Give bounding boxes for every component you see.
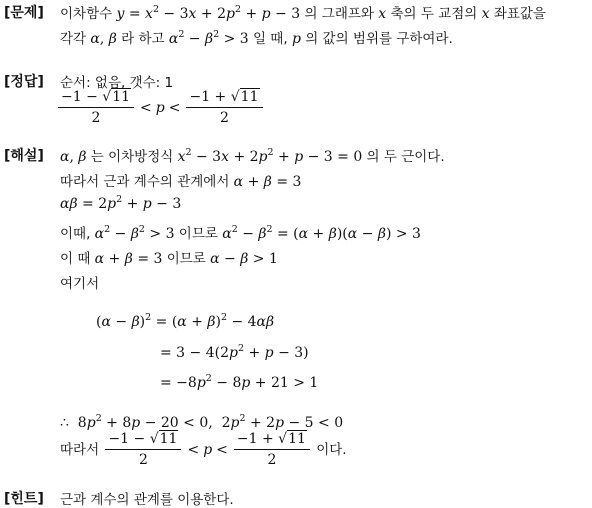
solution-line-4: 이때, $\alpha^2 - \beta^2 > 3$ 이므로 $\alpha^2 - \beta^2 = (\alpha + \beta)(\alpha - \beta) > 3$ [60, 224, 421, 242]
solution-label: [해설] [4, 148, 44, 164]
solution-line-5: 이 때 α + β = 3 이므로 α − β > 1 [60, 251, 278, 267]
answer-line-1: 순서: 없음, 갯수: 1 [60, 75, 174, 91]
hint-text: 근과 계수의 관계를 이용한다. [60, 492, 234, 508]
solution-line-1: α, β 는 이차방정식 $x^2 - 3x + 2p^2 + p - 3 = 0$ 의 두 근이다. [60, 147, 445, 165]
solution-line-6: 여기서 [60, 276, 100, 292]
problem-line-1: 이차함수 $y = x^2 - 3x + 2p^2 + p - 3$ 의 그래프와 x 축의 두 교점의 x 좌표값을 [60, 4, 546, 22]
answer-inequality: $\frac{-1 - √11}{2}$ < p < $\frac{-1 + √11}{2}$ [56, 88, 265, 128]
answer-label: [정답] [4, 74, 44, 90]
hint-label: [힌트] [4, 491, 44, 507]
solution-line-3: $\alpha\beta = 2p^2 + p - 3$ [60, 194, 182, 212]
equation-row-2: = $3 - 4(2p^2 + p - 3)$ [160, 343, 309, 361]
solution-line-2: 따라서 근과 계수의 관계에서 α + β = 3 [60, 174, 302, 190]
equation-row-1: $(\alpha - \beta)^2 = (\alpha + \beta)^2 - 4\alpha\beta$ [96, 312, 275, 330]
problem-label: [문제] [4, 5, 44, 21]
equation-row-3: = $-8p^2 - 8p + 21 > 1$ [160, 373, 319, 391]
solution-line-7: ∴ $8p^2 + 8p - 20 < 0$, $2p^2 + 2p - 5 < 0$ [60, 413, 344, 431]
solution-line-8: 따라서 $\frac{-1 - √11}{2}$ < p < $\frac{-1 + √11}{2}$ 이다. [60, 431, 347, 468]
problem-line-2: 각각 α, β 라 하고 $\alpha^2 - \beta^2 > 3$ 일 때, p 의 값의 범위를 구하여라. [60, 29, 453, 47]
